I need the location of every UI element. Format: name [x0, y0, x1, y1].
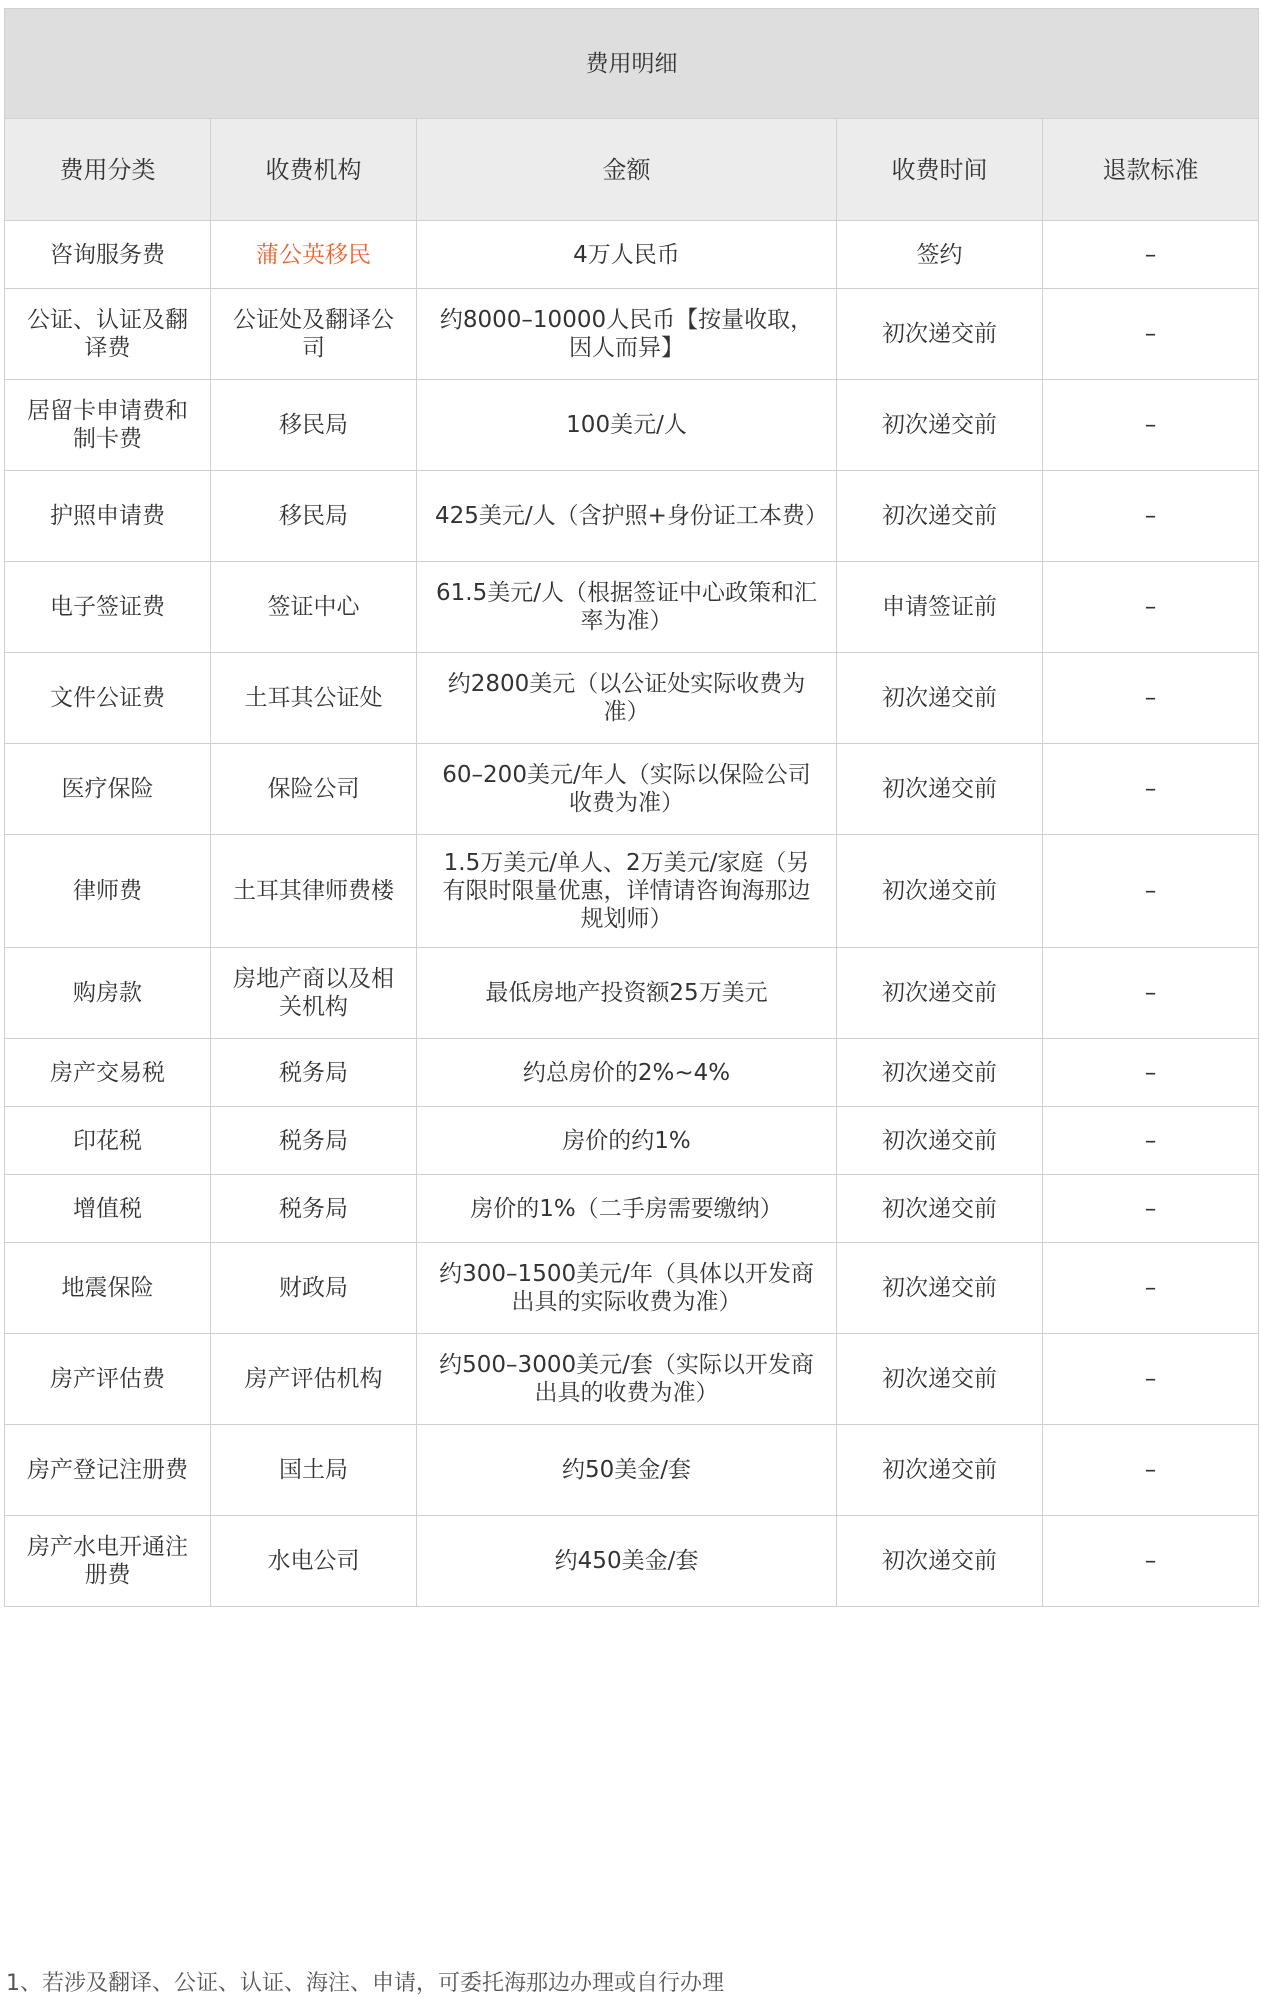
amount-cell: 最低房地产投资额25万美元 [417, 948, 837, 1039]
footnote: 1、若涉及翻译、公证、认证、海注、申请，可委托海那边办理或自行办理 [6, 1971, 724, 1996]
category-cell: 文件公证费 [5, 653, 211, 744]
table-row [5, 562, 1259, 653]
table-row [5, 1243, 1259, 1334]
category-cell: 律师费 [5, 835, 211, 948]
timing-cell: 初次递交前 [837, 1334, 1043, 1425]
table-row [5, 221, 1259, 289]
amount-cell: 约500–3000美元/套（实际以开发商出具的收费为准） [417, 1334, 837, 1425]
table-row [5, 1334, 1259, 1425]
table-row [5, 948, 1259, 1039]
provider-cell: 税务局 [211, 1039, 417, 1107]
amount-cell: 1.5万美元/单人、2万美元/家庭（另有限时限量优惠，详情请咨询海那边规划师） [417, 835, 837, 948]
provider-cell: 房产评估机构 [211, 1334, 417, 1425]
table-row [5, 744, 1259, 835]
refund-cell: – [1043, 1334, 1259, 1425]
provider-cell: 财政局 [211, 1243, 417, 1334]
category-cell: 居留卡申请费和制卡费 [5, 380, 211, 471]
table-row [5, 1175, 1259, 1243]
refund-cell: – [1043, 948, 1259, 1039]
refund-cell: – [1043, 744, 1259, 835]
amount-cell: 约总房价的2%~4% [417, 1039, 837, 1107]
category-cell: 公证、认证及翻译费 [5, 289, 211, 380]
refund-cell: – [1043, 221, 1259, 289]
category-cell: 地震保险 [5, 1243, 211, 1334]
provider-cell: 土耳其公证处 [211, 653, 417, 744]
header-timing: 收费时间 [837, 119, 1043, 221]
refund-cell: – [1043, 835, 1259, 948]
timing-cell: 签约 [837, 221, 1043, 289]
refund-cell: – [1043, 1107, 1259, 1175]
table-row [5, 1039, 1259, 1107]
category-cell: 印花税 [5, 1107, 211, 1175]
timing-cell: 初次递交前 [837, 1039, 1043, 1107]
timing-cell: 初次递交前 [837, 1425, 1043, 1516]
fee-details-table [4, 8, 1259, 1607]
provider-cell: 水电公司 [211, 1516, 417, 1607]
refund-cell: – [1043, 380, 1259, 471]
category-cell: 咨询服务费 [5, 221, 211, 289]
category-cell: 购房款 [5, 948, 211, 1039]
table-header-row [5, 119, 1259, 221]
refund-cell: – [1043, 1039, 1259, 1107]
table-row [5, 1107, 1259, 1175]
refund-cell: – [1043, 1175, 1259, 1243]
provider-cell: 国土局 [211, 1425, 417, 1516]
amount-cell: 约2800美元（以公证处实际收费为准） [417, 653, 837, 744]
amount-cell: 61.5美元/人（根据签证中心政策和汇率为准） [417, 562, 837, 653]
header-amount: 金额 [417, 119, 837, 221]
provider-cell [211, 221, 417, 289]
provider-cell: 移民局 [211, 380, 417, 471]
category-cell: 房产交易税 [5, 1039, 211, 1107]
amount-cell: 房价的约1% [417, 1107, 837, 1175]
header-provider: 收费机构 [211, 119, 417, 221]
amount-cell: 4万人民币 [417, 221, 837, 289]
category-cell: 电子签证费 [5, 562, 211, 653]
header-category: 费用分类 [5, 119, 211, 221]
timing-cell: 初次递交前 [837, 948, 1043, 1039]
table-title-row [5, 9, 1259, 119]
provider-cell: 房地产商以及相关机构 [211, 948, 417, 1039]
timing-cell: 初次递交前 [837, 835, 1043, 948]
amount-cell: 约50美金/套 [417, 1425, 837, 1516]
timing-cell: 初次递交前 [837, 1175, 1043, 1243]
provider-cell: 保险公司 [211, 744, 417, 835]
category-cell: 房产登记注册费 [5, 1425, 211, 1516]
table-row [5, 289, 1259, 380]
provider-cell: 税务局 [211, 1107, 417, 1175]
timing-cell: 初次递交前 [837, 289, 1043, 380]
table-title: 费用明细 [5, 9, 1259, 119]
refund-cell: – [1043, 471, 1259, 562]
category-cell: 护照申请费 [5, 471, 211, 562]
timing-cell: 初次递交前 [837, 1516, 1043, 1607]
fee-table-container [4, 8, 1258, 1607]
timing-cell: 初次递交前 [837, 1243, 1043, 1334]
refund-cell: – [1043, 653, 1259, 744]
timing-cell: 申请签证前 [837, 562, 1043, 653]
amount-cell: 100美元/人 [417, 380, 837, 471]
refund-cell: – [1043, 1243, 1259, 1334]
refund-cell: – [1043, 289, 1259, 380]
amount-cell: 约8000–10000人民币【按量收取，因人而异】 [417, 289, 837, 380]
category-cell: 医疗保险 [5, 744, 211, 835]
timing-cell: 初次递交前 [837, 653, 1043, 744]
refund-cell: – [1043, 1425, 1259, 1516]
category-cell: 房产水电开通注册费 [5, 1516, 211, 1607]
amount-cell: 约450美金/套 [417, 1516, 837, 1607]
table-row [5, 471, 1259, 562]
provider-link[interactable]: 蒲公英移民 [256, 241, 371, 268]
timing-cell: 初次递交前 [837, 1107, 1043, 1175]
timing-cell: 初次递交前 [837, 471, 1043, 562]
refund-cell: – [1043, 1516, 1259, 1607]
provider-cell: 公证处及翻译公司 [211, 289, 417, 380]
provider-cell: 签证中心 [211, 562, 417, 653]
refund-cell: – [1043, 562, 1259, 653]
table-row [5, 653, 1259, 744]
provider-cell: 土耳其律师费楼 [211, 835, 417, 948]
table-row [5, 835, 1259, 948]
amount-cell: 425美元/人（含护照+身份证工本费） [417, 471, 837, 562]
table-row [5, 380, 1259, 471]
table-row [5, 1425, 1259, 1516]
provider-cell: 移民局 [211, 471, 417, 562]
amount-cell: 60–200美元/年人（实际以保险公司收费为准） [417, 744, 837, 835]
table-row [5, 1516, 1259, 1607]
category-cell: 房产评估费 [5, 1334, 211, 1425]
timing-cell: 初次递交前 [837, 380, 1043, 471]
amount-cell: 房价的1%（二手房需要缴纳） [417, 1175, 837, 1243]
category-cell: 增值税 [5, 1175, 211, 1243]
timing-cell: 初次递交前 [837, 744, 1043, 835]
provider-cell: 税务局 [211, 1175, 417, 1243]
amount-cell: 约300–1500美元/年（具体以开发商出具的实际收费为准） [417, 1243, 837, 1334]
header-refund: 退款标准 [1043, 119, 1259, 221]
